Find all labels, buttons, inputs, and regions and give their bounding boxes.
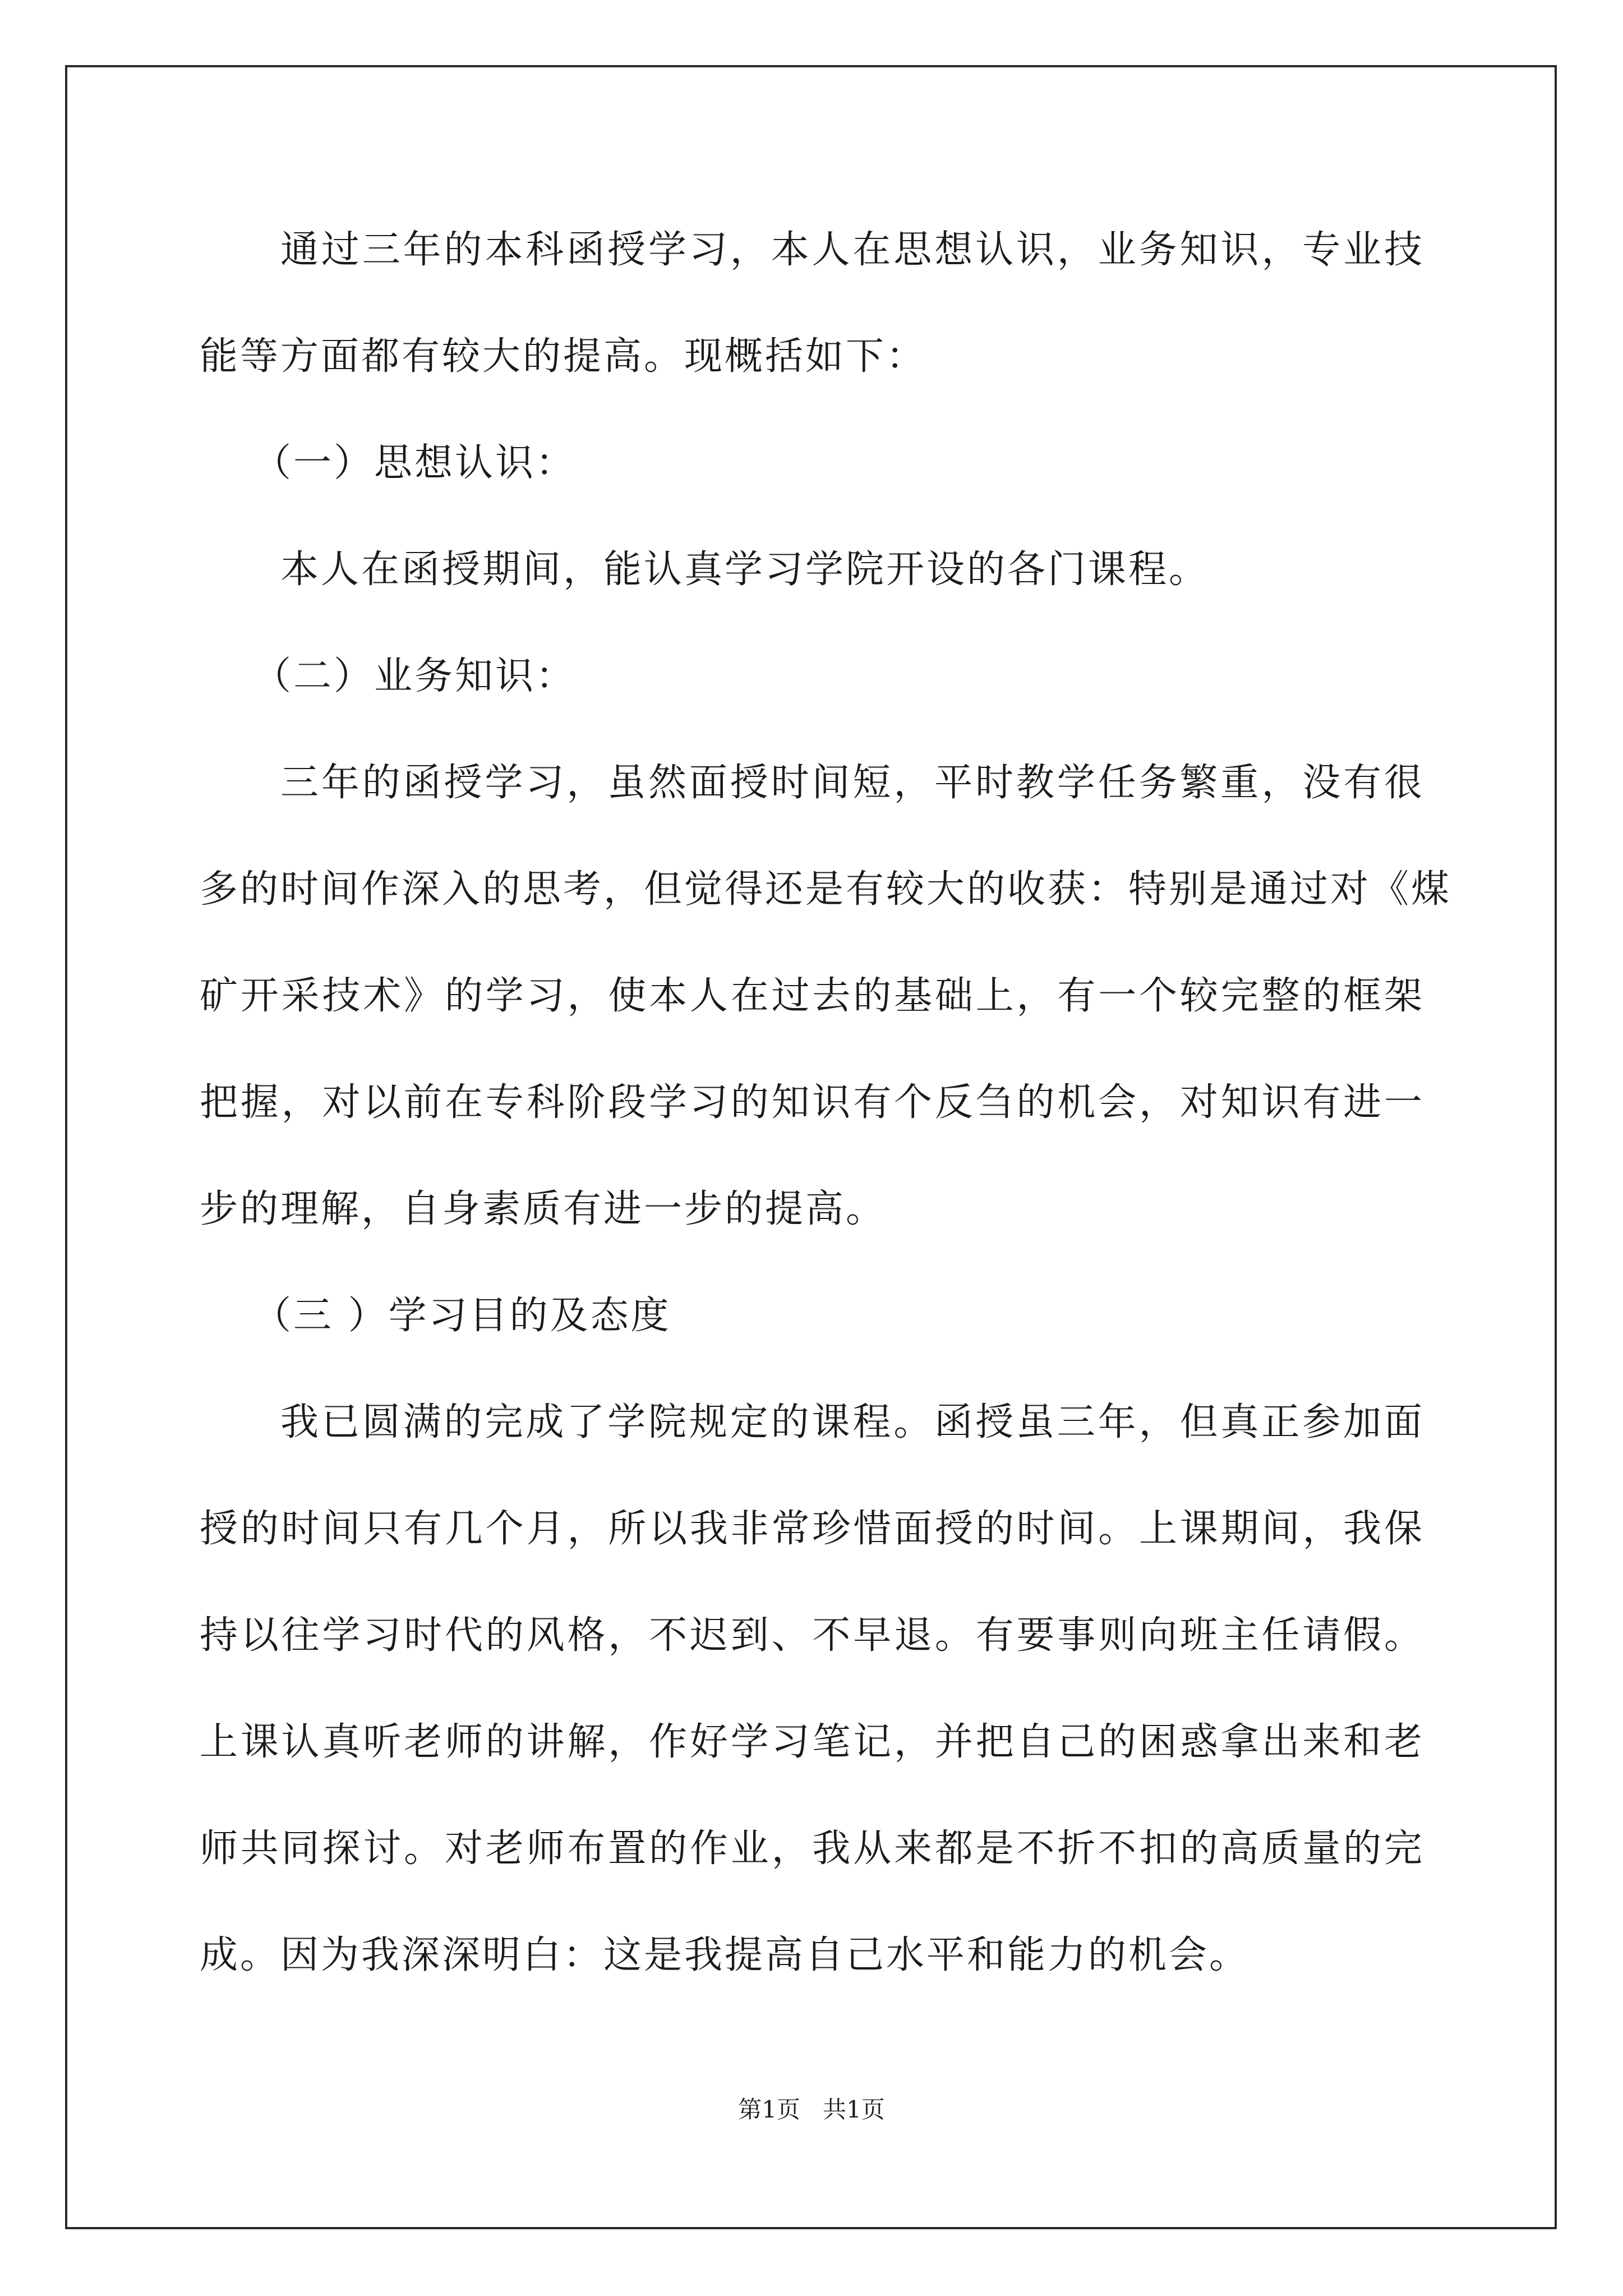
- section-heading: （二）业务知识：: [253, 654, 577, 698]
- paragraph-line: 本人在函授期间，能认真学习学院开设的各门课程。: [280, 547, 1210, 592]
- paragraph-line: 我已圆满的完成了学院规定的课程。函授虽三年，但真正参加面: [280, 1400, 1424, 1444]
- page-number-footer: 第1页 共1页: [738, 2096, 885, 2123]
- paragraph-line: 矿开采技术》的学习，使本人在过去的基础上，有一个较完整的框架: [200, 974, 1424, 1018]
- page-border: [65, 65, 1557, 2229]
- paragraph-line: 授的时间只有几个月，所以我非常珍惜面授的时间。上课期间，我保: [200, 1507, 1424, 1551]
- paragraph-line: 把握，对以前在专科阶段学习的知识有个反刍的机会，对知识有进一: [200, 1080, 1424, 1125]
- paragraph-line: 上课认真听老师的讲解，作好学习笔记，并把自己的困惑拿出来和老: [200, 1720, 1424, 1764]
- paragraph-line: 步的理解，自身素质有进一步的提高。: [200, 1187, 887, 1231]
- paragraph-line: 成。因为我深深明白：这是我提高自己水平和能力的机会。: [200, 1933, 1250, 1977]
- paragraph-line: 多的时间作深入的思考，但觉得还是有较大的收获：特别是通过对《煤: [200, 867, 1452, 912]
- paragraph-line: 能等方面都有较大的提高。现概括如下：: [200, 334, 927, 379]
- paragraph-line: 通过三年的本科函授学习，本人在思想认识，业务知识，专业技: [280, 228, 1424, 272]
- section-heading: （一）思想认识：: [253, 441, 577, 485]
- paragraph-line: 三年的函授学习，虽然面授时间短，平时教学任务繁重，没有很: [280, 761, 1424, 805]
- paragraph-line: 师共同探讨。对老师布置的作业，我从来都是不折不扣的高质量的完: [200, 1826, 1424, 1871]
- section-heading: （三 ）学习目的及态度: [253, 1294, 671, 1338]
- paragraph-line: 持以往学习时代的风格，不迟到、不早退。有要事则向班主任请假。: [200, 1613, 1424, 1658]
